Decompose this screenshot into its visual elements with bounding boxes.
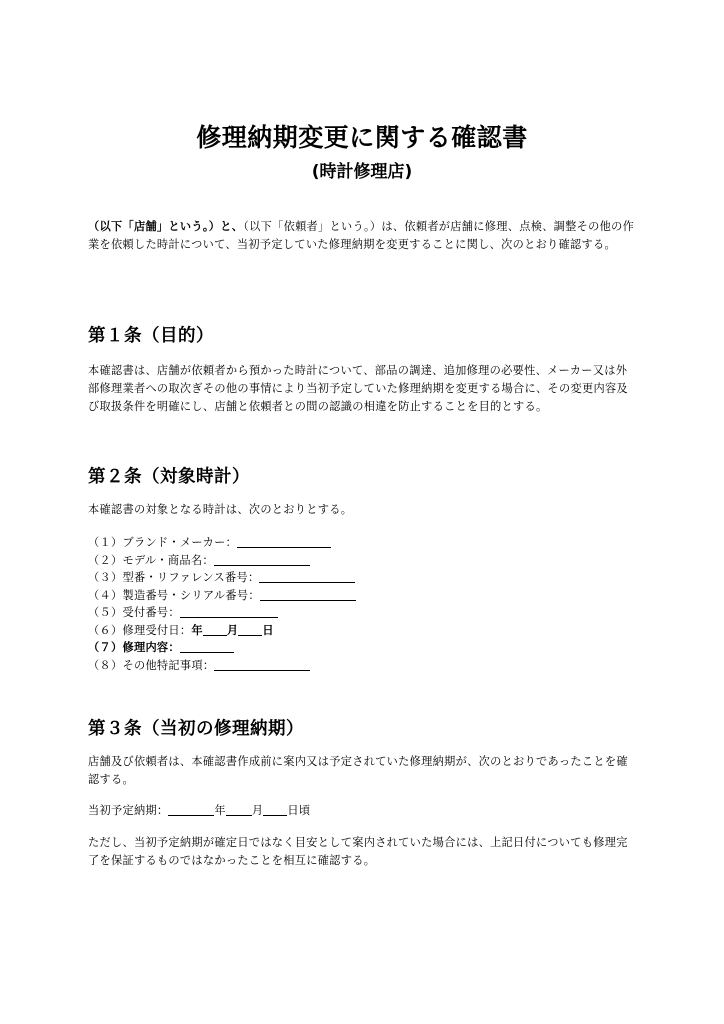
document-title: 修理納期変更に関する確認書 xyxy=(196,123,528,152)
brand-label: （１）ブランド・メーカー： xyxy=(88,536,238,549)
list-item-serial xyxy=(88,587,636,605)
original-due-day: 日頃 xyxy=(287,804,311,817)
list-item-reception-number xyxy=(88,604,636,622)
article-2-body: 本確認書の対象となる時計は、次のとおりとする。 xyxy=(88,503,353,516)
list-item-repair-content xyxy=(88,639,636,657)
intro-paragraph xyxy=(88,218,636,254)
article-2-heading: 第２条（対象時計） xyxy=(88,467,250,487)
reference-blank xyxy=(259,570,355,583)
original-due-day-blank xyxy=(263,803,287,816)
article-3-body: 店舗及び依頼者は、本確認書作成前に案内又は予定されていた修理納期が、次のとおりであったことを確認する。 xyxy=(88,755,628,786)
original-due-year: 年 xyxy=(214,804,226,817)
repair-content-blank xyxy=(180,640,234,653)
original-due-month-blank xyxy=(226,803,252,816)
list-item-reception-date xyxy=(88,622,636,640)
serial-label: （４）製造番号・シリアル番号： xyxy=(88,588,260,602)
original-due-month: 月 xyxy=(251,804,264,817)
article-3-heading: 第３条（当初の修理納期） xyxy=(88,719,304,739)
document-subtitle: (時計修理店) xyxy=(311,162,413,182)
reception-number-blank xyxy=(180,605,278,618)
reception-date-day-blank xyxy=(238,623,262,636)
original-due-date-line xyxy=(88,802,636,820)
brand-blank xyxy=(237,535,331,548)
list-item-model xyxy=(88,552,636,570)
target-watch-list xyxy=(88,534,636,674)
list-item-brand xyxy=(88,534,636,552)
list-item-other-notes xyxy=(88,657,636,675)
reception-date-year: 年 xyxy=(191,623,203,637)
other-notes-label: （８）その他特記事項： xyxy=(88,658,215,672)
article-1-heading: 第１条（目的） xyxy=(88,326,214,346)
list-item-reference xyxy=(88,569,636,587)
reception-date-label: （６）修理受付日： xyxy=(88,623,192,637)
reception-date-day: 日 xyxy=(262,623,274,637)
original-due-date-label: 当初予定納期： xyxy=(88,804,169,817)
serial-blank xyxy=(260,588,356,601)
reception-date-month: 月 xyxy=(226,623,239,637)
model-label: （２）モデル・商品名： xyxy=(88,553,214,567)
other-notes-blank xyxy=(214,658,310,671)
reception-date-month-blank xyxy=(203,623,227,636)
original-due-year-blank xyxy=(168,803,214,816)
reception-number-label: （５）受付番号： xyxy=(88,606,180,619)
reference-label: （３）型番・リファレンス番号： xyxy=(88,571,260,584)
intro-store-clause: （以下「店舗」という。）と、 xyxy=(88,220,244,233)
article-3-note: ただし、当初予定納期が確定日ではなく目安として案内されていた場合には、上記日付についても修理完了を保証するものではなかったことを相互に確認する。 xyxy=(88,836,628,867)
repair-content-label: （７）修理内容： xyxy=(88,641,180,654)
article-1-body: 本確認書は、店舗が依頼者から預かった時計について、部品の調達、追加修理の必要性、メーカー又は外部修理業者への取次ぎその他の事情により当初予定していた修理納期を変更する場合に、その変更内容及び取扱条件を明確にし、店舗と依頼者との間の認識の相違を防止することを目的とする。 xyxy=(88,364,628,413)
intro-client-clause: （以下「依頼者」という。）は、依頼者が店舗に修理、点検、調整その他の作業を依頼した時計について、当初予定していた修理納期を変更することに関し、次のとおり確認する。 xyxy=(88,220,635,251)
model-blank xyxy=(214,553,310,566)
